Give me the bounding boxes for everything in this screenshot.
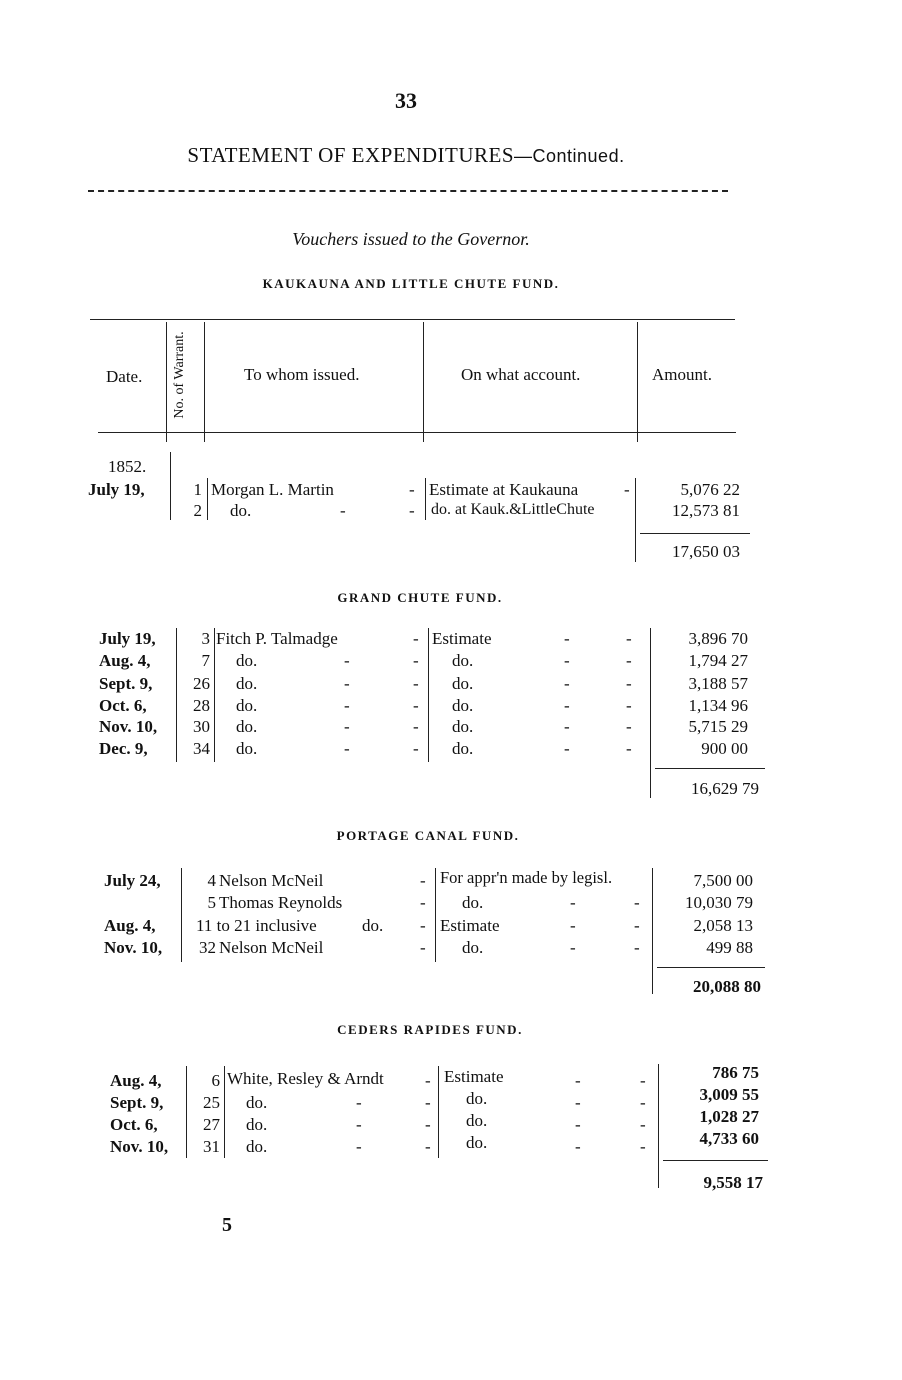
row-warrant: 7 xyxy=(201,651,210,670)
row-amount: 1,134 96 xyxy=(688,696,748,715)
row-date: Oct. 6, xyxy=(110,1115,158,1134)
row-amount: 786 75 xyxy=(712,1063,759,1082)
row-date: Aug. 4, xyxy=(99,651,151,670)
row-amount: 12,573 81 xyxy=(672,501,740,520)
row-to-whom: do. xyxy=(246,1093,268,1112)
row-to-whom: Thomas Reynolds xyxy=(219,893,343,912)
row-to-whom: Nelson McNeil xyxy=(219,938,324,957)
row-account: Estimate at Kaukauna xyxy=(429,480,579,499)
header-bottom-rule xyxy=(98,432,736,433)
row-warrant: 32 xyxy=(199,938,216,957)
header-date: Date. xyxy=(106,367,143,386)
row-to-whom: do. xyxy=(236,696,258,715)
row-account: do. xyxy=(462,938,484,957)
row-date: Aug. 4, xyxy=(110,1071,162,1090)
row-warrant: 1 xyxy=(193,480,202,499)
row-account: do. xyxy=(452,696,474,715)
total-rule xyxy=(663,1160,768,1161)
row-date: Dec. 9, xyxy=(99,739,148,758)
row-to-whom: do. xyxy=(236,717,258,736)
fund-heading-portage: PORTAGE CANAL FUND. xyxy=(336,828,520,843)
row-warrant: 5 xyxy=(207,893,216,912)
row-date: Nov. 10, xyxy=(99,717,158,736)
row-amount: 3,188 57 xyxy=(688,674,748,693)
row-account: For appr'n made by legisl. xyxy=(440,868,613,887)
row-date: Nov. 10, xyxy=(110,1137,169,1156)
row-account: do. xyxy=(466,1111,488,1130)
row-account: do. xyxy=(452,674,474,693)
row-amount: 2,058 13 xyxy=(693,916,753,935)
fund-total: 9,558 17 xyxy=(703,1173,763,1192)
row-account: do. xyxy=(452,651,474,670)
title-continued: —Continued. xyxy=(514,146,625,166)
row-to-whom: do. xyxy=(362,916,384,935)
row-warrant: 27 xyxy=(203,1115,220,1134)
column-rule xyxy=(428,628,429,762)
row-amount: 499 88 xyxy=(706,938,753,957)
row-date: Nov. 10, xyxy=(104,938,163,957)
row-date: July 19, xyxy=(99,629,156,648)
column-rule xyxy=(186,1066,187,1158)
row-warrant: 30 xyxy=(193,717,210,736)
row-account: Estimate xyxy=(432,629,492,648)
column-rule xyxy=(176,628,177,762)
row-warrant: 25 xyxy=(203,1093,220,1112)
row-amount: 900 00 xyxy=(701,739,748,758)
total-rule xyxy=(655,768,765,769)
row-amount: 7,500 00 xyxy=(693,871,753,890)
row-warrant: 6 xyxy=(211,1071,220,1090)
row-to-whom: do. xyxy=(236,739,258,758)
fund-heading-kaukauna: KAUKAUNA AND LITTLE CHUTE FUND. xyxy=(262,276,560,291)
row-account: do. xyxy=(452,739,474,758)
row-date: July 24, xyxy=(104,871,161,890)
row-amount: 5,076 22 xyxy=(680,480,740,499)
row-date: July 19, xyxy=(88,480,145,499)
row-warrant: 26 xyxy=(193,674,210,693)
row-warrant: 11 to 21 inclusive xyxy=(196,916,317,935)
row-amount: 1,794 27 xyxy=(688,651,748,670)
row-account: Estimate xyxy=(440,916,500,935)
fund-total: 20,088 80 xyxy=(693,977,761,996)
column-rule xyxy=(181,868,182,962)
header-warrant: No. of Warrant. xyxy=(172,331,187,419)
row-amount: 3,009 55 xyxy=(699,1085,759,1104)
fund-heading-ceders: CEDERS RAPIDES FUND. xyxy=(337,1022,523,1037)
row-to-whom: Fitch P. Talmadge xyxy=(216,629,338,648)
row-account: do. at Kauk.&LittleChute xyxy=(431,501,595,518)
row-account: do. xyxy=(466,1089,488,1108)
row-amount: 10,030 79 xyxy=(685,893,753,912)
row-to-whom: White, Resley & Arndt xyxy=(227,1069,384,1088)
row-to-whom: Nelson McNeil xyxy=(219,871,324,890)
row-to-whom: do. xyxy=(246,1137,268,1156)
header-amount: Amount. xyxy=(652,365,712,384)
row-amount: 1,028 27 xyxy=(699,1107,759,1126)
row-account: Estimate xyxy=(444,1067,504,1086)
row-amount: 5,715 29 xyxy=(688,717,748,736)
row-warrant: 34 xyxy=(193,739,210,758)
row-warrant: 4 xyxy=(207,871,216,890)
row-amount: 3,896 70 xyxy=(688,629,748,648)
column-rule xyxy=(435,868,436,962)
row-to-whom: do. xyxy=(236,651,258,670)
row-warrant: 2 xyxy=(193,501,202,520)
page-title xyxy=(0,143,812,168)
signature-mark: 5 xyxy=(222,1214,232,1236)
header-account: On what account. xyxy=(461,365,581,384)
row-date: Oct. 6, xyxy=(99,696,147,715)
row-amount: 4,733 60 xyxy=(699,1129,759,1148)
header-to-whom: To whom issued. xyxy=(244,365,360,384)
row-account: do. xyxy=(466,1133,488,1152)
row-to-whom: do. xyxy=(246,1115,268,1134)
fund-total: 17,650 03 xyxy=(672,542,740,561)
total-rule xyxy=(657,967,765,968)
column-rule xyxy=(637,322,638,442)
column-rule xyxy=(423,322,424,442)
column-rule xyxy=(635,478,636,562)
row-account: do. xyxy=(462,893,484,912)
row-date: Aug. 4, xyxy=(104,916,156,935)
title-divider xyxy=(88,190,728,192)
row-to-whom: do. xyxy=(230,501,252,520)
row-to-whom: Morgan L. Martin xyxy=(211,480,334,499)
year-label: 1852. xyxy=(108,457,147,476)
column-rule xyxy=(425,478,426,520)
column-rule xyxy=(204,322,205,442)
column-rule xyxy=(650,628,651,798)
row-account: do. xyxy=(452,717,474,736)
row-to-whom: do. xyxy=(236,674,258,693)
row-warrant: 28 xyxy=(193,696,210,715)
row-date: Sept. 9, xyxy=(99,674,153,693)
column-rule xyxy=(652,868,653,994)
column-rule xyxy=(170,452,171,520)
row-warrant: 3 xyxy=(201,629,210,648)
column-rule xyxy=(224,1066,225,1158)
column-rule xyxy=(438,1066,439,1158)
row-date: Sept. 9, xyxy=(110,1093,164,1112)
column-rule xyxy=(207,478,208,520)
subtitle: Vouchers issued to the Governor. xyxy=(292,229,530,249)
row-warrant: 31 xyxy=(203,1137,220,1156)
fund-total: 16,629 79 xyxy=(691,779,759,798)
total-rule xyxy=(640,533,750,534)
column-rule xyxy=(214,628,215,762)
column-rule xyxy=(658,1064,659,1188)
fund-heading-grand-chute: GRAND CHUTE FUND. xyxy=(337,590,503,605)
title-main: STATEMENT OF EXPENDITURES xyxy=(187,143,515,167)
page-number: 33 xyxy=(395,88,417,113)
